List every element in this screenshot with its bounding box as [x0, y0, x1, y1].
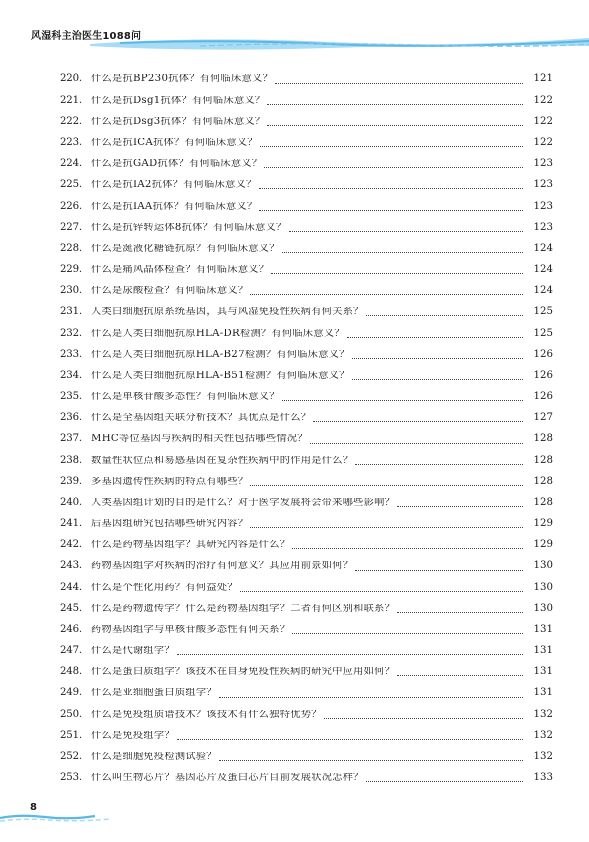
toc-entry-title: 数量性状位点和易感基因在复杂性疾病中的作用是什么？: [91, 455, 354, 466]
toc-entry-page: 131: [533, 623, 553, 635]
toc-entry-page: 123: [533, 221, 553, 233]
page-header: [0, 0, 589, 52]
footer-wave-decoration: [0, 790, 589, 842]
toc-entry-number: 228.: [60, 242, 82, 254]
toc-entry-number: 237.: [60, 433, 82, 445]
toc-entry-page: 122: [533, 115, 553, 127]
toc-entry[interactable]: [60, 471, 553, 492]
toc-entry-page: 130: [533, 602, 553, 614]
toc-entry[interactable]: [60, 598, 553, 619]
toc-dot-leader: [292, 632, 523, 634]
toc-entry-number: 232.: [60, 327, 82, 339]
toc-dot-leader: [177, 653, 523, 655]
toc-entry-title: 什么是免疫组学？: [91, 730, 175, 741]
toc-entry-title: 后基因组研究包括哪些研究内容？: [91, 519, 249, 530]
page-number: 8: [30, 802, 37, 813]
toc-entry-page: 128: [533, 496, 553, 508]
toc-entry-number: 249.: [60, 687, 82, 699]
toc-dot-leader: [282, 399, 523, 401]
toc-entry-page: 126: [533, 391, 553, 403]
toc-entry-page: 131: [533, 645, 553, 657]
toc-entry-title: 什么是亚细胞蛋白质组学？: [91, 688, 217, 699]
toc-entry[interactable]: [60, 556, 553, 577]
toc-entry-number: 238.: [60, 454, 82, 466]
toc-entry-number: 240.: [60, 496, 82, 508]
toc-entry-number: 236.: [60, 412, 82, 424]
toc-entry[interactable]: [60, 492, 553, 513]
toc-dot-leader: [177, 738, 523, 740]
toc-entry-page: 131: [533, 666, 553, 678]
toc-entry[interactable]: [60, 619, 553, 640]
toc-dot-leader: [250, 484, 523, 486]
toc-entry-page: 132: [533, 729, 553, 741]
toc-entry-number: 220.: [60, 73, 82, 85]
toc-entry-title: 什么是人类白细胞抗原HLA-DR检测？有何临床意义？: [91, 328, 345, 339]
toc-entry-title: 什么是抗GAD抗体？有何临床意义？: [91, 159, 263, 170]
toc-entry-number: 231.: [60, 306, 82, 318]
toc-entry-title: 什么是单核苷酸多态性？有何临床意义？: [91, 392, 280, 403]
toc-dot-leader: [275, 82, 523, 84]
toc-entry-number: 251.: [60, 729, 82, 741]
toc-entry[interactable]: [60, 641, 553, 662]
toc-entry-title: 药物基因组学对疾病的治疗有何意义？其应用前景如何？: [91, 561, 354, 572]
toc-entry-number: 230.: [60, 285, 82, 297]
toc-entry-number: 234.: [60, 369, 82, 381]
toc-entry-number: 245.: [60, 602, 82, 614]
toc-entry-page: 128: [533, 475, 553, 487]
toc-entry[interactable]: [60, 365, 553, 386]
toc-entry-title: 什么是药物遗传学？什么是药物基因组学？二者有何区别和联系？: [91, 603, 396, 614]
toc-entry-page: 122: [533, 94, 553, 106]
toc-entry[interactable]: [60, 111, 553, 132]
toc-entry[interactable]: [60, 514, 553, 535]
toc-entry-title: 什么是免疫组质谱技术？该技术有什么独特优势？: [91, 709, 322, 720]
toc-entry-title: 什么是抗Dsg1抗体？有何临床意义？: [91, 95, 266, 106]
toc-entry-number: 226.: [60, 200, 82, 212]
toc-dot-leader: [289, 230, 523, 232]
toc-entry[interactable]: [60, 90, 553, 111]
toc-entry[interactable]: [60, 408, 553, 429]
toc-entry-number: 241.: [60, 518, 82, 530]
toc-entry-page: 124: [533, 264, 553, 276]
toc-entry[interactable]: [60, 196, 553, 217]
toc-entry-number: 227.: [60, 221, 82, 233]
toc-entry-page: 128: [533, 454, 553, 466]
toc-dot-leader: [240, 590, 523, 592]
toc-dot-leader: [292, 547, 523, 549]
toc-entry[interactable]: [60, 768, 553, 789]
page-footer: [0, 790, 589, 842]
toc-entry-title: 人类白细胞抗原系统基因，其与风湿免疫性疾病有何关系？: [91, 307, 364, 318]
toc-entry-title: 什么是人类白细胞抗原HLA-B51检测？有何临床意义？: [91, 370, 350, 381]
toc-entry-page: 126: [533, 369, 553, 381]
toc-entry[interactable]: [60, 175, 553, 196]
toc-dot-leader: [259, 187, 523, 189]
toc-dot-leader: [219, 759, 523, 761]
toc-entry-page: 125: [533, 306, 553, 318]
toc-entry-number: 253.: [60, 772, 82, 784]
toc-entry-page: 133: [533, 772, 553, 784]
toc-entry-page: 127: [533, 412, 553, 424]
toc-entry[interactable]: [60, 238, 553, 259]
toc-entry-page: 123: [533, 158, 553, 170]
toc-entry[interactable]: [60, 577, 553, 598]
toc-dot-leader: [397, 505, 523, 507]
toc-dot-leader: [259, 209, 523, 211]
toc-entry-page: 132: [533, 750, 553, 762]
toc-entry-page: 123: [533, 179, 553, 191]
toc-entry-number: 235.: [60, 391, 82, 403]
toc-entry-number: 244.: [60, 581, 82, 593]
toc-entry[interactable]: [60, 683, 553, 704]
toc-entry-title: 什么是抗IAA抗体？有何临床意义？: [91, 201, 258, 212]
toc-entry-title: 什么是细胞免疫检测试验？: [91, 751, 217, 762]
toc-entry-title: 什么是人类白细胞抗原HLA-B27检测？有何临床意义？: [91, 349, 350, 360]
toc-entry-page: 126: [533, 348, 553, 360]
toc-entry-title: 多基因遗传性疾病的特点有哪些？: [91, 476, 249, 487]
toc-entry-title: 什么是抗ICA抗体？有何临床意义？: [91, 138, 258, 148]
toc-entry[interactable]: [60, 344, 553, 365]
toc-entry-title: MHC等位基因与疾病的相关性包括哪些情况？: [91, 434, 308, 445]
toc-entry-page: 131: [533, 687, 553, 699]
toc-dot-leader: [324, 717, 523, 719]
toc-entry-title: 什么是抗BP230抗体？有何临床意义？: [91, 74, 274, 85]
toc-dot-leader: [352, 357, 523, 359]
toc-dot-leader: [366, 314, 523, 316]
toc-entry-number: 247.: [60, 645, 82, 657]
toc-entry-number: 252.: [60, 750, 82, 762]
toc-entry[interactable]: [60, 535, 553, 556]
toc-entry[interactable]: [60, 69, 553, 90]
toc-entry[interactable]: [60, 133, 553, 154]
toc-entry-title: 药物基因组学与单核苷酸多态性有何关系？: [91, 624, 291, 635]
toc-entry-number: 246.: [60, 623, 82, 635]
toc-dot-leader: [347, 336, 523, 338]
toc-entry-title: 什么叫生物芯片？基因芯片及蛋白芯片目前发展状况怎样？: [91, 773, 364, 784]
toc-entry[interactable]: [60, 154, 553, 175]
table-of-contents: [60, 69, 553, 789]
toc-dot-leader: [250, 526, 523, 528]
toc-entry-number: 243.: [60, 560, 82, 572]
toc-dot-leader: [355, 569, 523, 571]
toc-entry-title: 什么是尿酸检查？有何临床意义？: [91, 286, 249, 297]
toc-entry-page: 123: [533, 200, 553, 212]
toc-entry-title: 什么是药物基因组学？其研究内容是什么？: [91, 540, 291, 551]
toc-entry-title: 什么是痛风晶体检查？有何临床意义？: [91, 265, 270, 276]
toc-entry-number: 221.: [60, 94, 82, 106]
toc-entry-page: 132: [533, 708, 553, 720]
toc-dot-leader: [219, 696, 523, 698]
header-wave-decoration: [0, 0, 589, 52]
toc-entry[interactable]: [60, 302, 553, 323]
toc-dot-leader: [264, 166, 523, 168]
toc-entry[interactable]: [60, 387, 553, 408]
toc-dot-leader: [260, 145, 523, 147]
toc-entry-page: 121: [533, 73, 553, 85]
toc-entry-title: 什么是全基因组关联分析技术？其优点是什么？: [91, 413, 312, 424]
toc-entry-title: 人类基因组计划的目的是什么？对于医学发展将会带来哪些影响？: [91, 497, 396, 508]
toc-entry-number: 239.: [60, 475, 82, 487]
toc-entry-title: 什么是涎液化糖链抗原？有何临床意义？: [91, 243, 280, 254]
toc-entry-number: 224.: [60, 158, 82, 170]
toc-entry-page: 122: [533, 137, 553, 148]
toc-entry-number: 250.: [60, 708, 82, 720]
toc-entry-page: 129: [533, 539, 553, 551]
toc-entry-number: 222.: [60, 115, 82, 127]
toc-entry[interactable]: [60, 725, 553, 746]
toc-entry[interactable]: [60, 450, 553, 471]
toc-dot-leader: [310, 442, 523, 444]
toc-dot-leader: [267, 103, 523, 105]
toc-dot-leader: [366, 780, 523, 782]
toc-entry-number: 229.: [60, 264, 82, 276]
toc-entry-page: 130: [533, 581, 553, 593]
toc-entry-number: 242.: [60, 539, 82, 551]
toc-entry-title: 什么是抗IA2抗体？有何临床意义？: [91, 180, 257, 191]
toc-entry-page: 125: [533, 327, 553, 339]
toc-entry[interactable]: [60, 281, 553, 302]
toc-dot-leader: [397, 611, 523, 613]
toc-entry-title: 什么是代谢组学？: [91, 646, 175, 657]
toc-entry-page: 130: [533, 560, 553, 572]
toc-entry-page: 128: [533, 433, 553, 445]
book-title: 风湿科主治医生1088问: [31, 31, 142, 42]
toc-entry-number: 223.: [60, 137, 82, 148]
toc-entry-page: 124: [533, 242, 553, 254]
toc-dot-leader: [313, 420, 523, 422]
toc-entry[interactable]: [60, 217, 553, 238]
toc-entry-title: 什么是蛋白质组学？该技术在自身免疫性疾病的研究中应用如何？: [91, 667, 396, 678]
toc-entry-number: 225.: [60, 179, 82, 191]
toc-entry[interactable]: [60, 704, 553, 725]
toc-entry-title: 什么是抗Dsg3抗体？有何临床意义？: [91, 116, 266, 127]
toc-entry-title: 什么是抗锌转运体8抗体？有何临床意义？: [91, 222, 287, 233]
toc-entry-number: 248.: [60, 666, 82, 678]
toc-dot-leader: [250, 293, 523, 295]
toc-entry-number: 233.: [60, 348, 82, 360]
toc-dot-leader: [352, 378, 523, 380]
toc-entry[interactable]: [60, 747, 553, 768]
toc-entry-title: 什么是个性化用药？有何益处？: [91, 582, 238, 593]
toc-entry-page: 129: [533, 518, 553, 530]
toc-entry[interactable]: [60, 662, 553, 683]
toc-dot-leader: [355, 463, 523, 465]
toc-entry[interactable]: [60, 260, 553, 281]
toc-entry[interactable]: [60, 323, 553, 344]
toc-entry-page: 124: [533, 285, 553, 297]
toc-dot-leader: [271, 272, 523, 274]
toc-dot-leader: [282, 251, 523, 253]
toc-entry[interactable]: [60, 429, 553, 450]
toc-dot-leader: [267, 124, 523, 126]
toc-dot-leader: [397, 674, 523, 676]
